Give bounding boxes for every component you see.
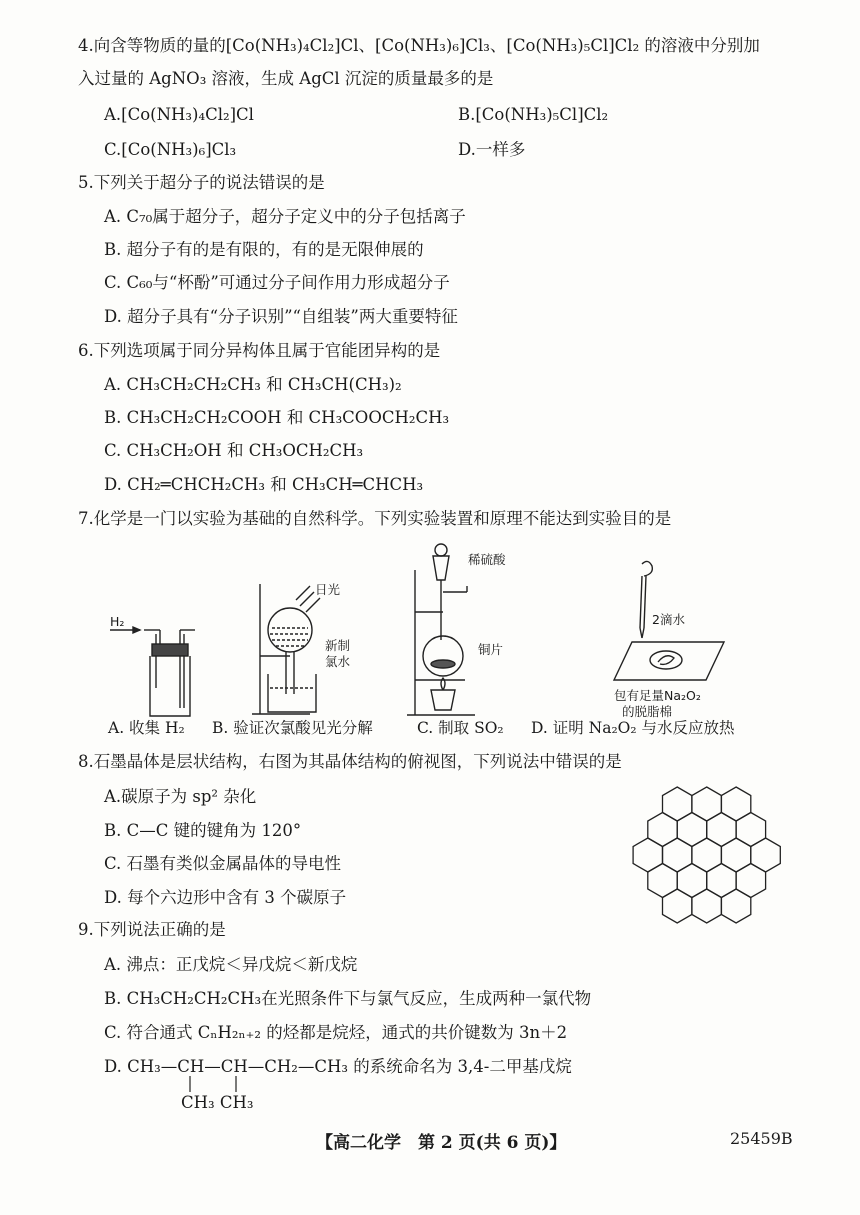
- q8-stem: 8.石墨晶体是层状结构，右图为其晶体结构的俯视图，下列说法中错误的是: [78, 752, 622, 771]
- q5-stem: 5.下列关于超分子的说法错误的是: [78, 173, 325, 192]
- hexagon: [736, 864, 766, 898]
- q5-option-b: B. 超分子有的是有限的，有的是无限伸展的: [104, 240, 424, 259]
- hexagon: [707, 813, 736, 847]
- fig-a-gas-bottle: [100, 618, 210, 718]
- q4-stem-line1: 4.向含等物质的量的[Co(NH₃)₄Cl₂]Cl、[Co(NH₃)₆]Cl₃、[Co(NH₃)₅Cl]Cl₂ 的溶液中分别加: [78, 36, 760, 55]
- fig-b-sunlight-label: 日光: [315, 582, 341, 597]
- q7-caption-b: B. 验证次氯酸见光分解: [212, 719, 373, 737]
- q7-caption-a: A. 收集 H₂: [108, 719, 185, 737]
- q7-stem: 7.化学是一门以实验为基础的自然科学。下列实验装置和原理不能达到实验目的是: [78, 509, 672, 528]
- fig-b-water-label-2: 氯水: [325, 654, 351, 669]
- q5-option-d: D. 超分子具有“分子识别”“自组装”两大重要特征: [104, 307, 458, 326]
- fig-c-acid-label: 稀硫酸: [468, 552, 506, 567]
- hexagon: [663, 787, 692, 821]
- q4-option-c: C.[Co(NH₃)₆]Cl₃: [104, 140, 237, 159]
- q9-stem: 9.下列说法正确的是: [78, 920, 226, 939]
- fig-b-apparatus: [240, 584, 330, 716]
- page-footer: 【高二化学 第 2 页(共 6 页)】: [316, 1133, 567, 1153]
- fig-c-apparatus: [405, 540, 485, 718]
- q9-option-d: D. CH₃—CH—CH—CH₂—CH₃ 的系统命名为 3,4-二甲基戊烷: [104, 1057, 572, 1076]
- fig-d-water-label: 2滴水: [652, 612, 685, 627]
- q8-option-c: C. 石墨有类似金属晶体的导电性: [104, 854, 342, 873]
- hexagon: [736, 813, 766, 847]
- hexagon: [677, 813, 707, 847]
- q7-caption-d: D. 证明 Na₂O₂ 与水反应放热: [531, 719, 735, 737]
- q5-option-a: A. C₇₀属于超分子，超分子定义中的分子包括离子: [104, 207, 466, 226]
- hexagon: [648, 813, 677, 847]
- hexagon: [663, 838, 692, 872]
- fig-d-apparatus: [592, 558, 732, 686]
- hexagon: [692, 787, 722, 821]
- q6-option-a: A. CH₃CH₂CH₂CH₃ 和 CH₃CH(CH₃)₂: [104, 375, 402, 394]
- q4-stem-line2: 入过量的 AgNO₃ 溶液，生成 AgCl 沉淀的质量最多的是: [78, 69, 494, 88]
- hexagon: [692, 889, 722, 923]
- hexagon: [751, 838, 781, 872]
- hexagon: [633, 838, 662, 872]
- q6-option-b: B. CH₃CH₂CH₂COOH 和 CH₃COOCH₂CH₃: [104, 408, 450, 427]
- fig-a-h2-label: H₂: [110, 614, 125, 629]
- q4-option-d: D.一样多: [458, 140, 526, 159]
- fig-d-cotton-label-2: 的脱脂棉: [622, 704, 673, 719]
- q9-d-substituents: CH₃ CH₃: [181, 1093, 254, 1112]
- q6-stem: 6.下列选项属于同分异构体且属于官能团异构的是: [78, 341, 441, 360]
- q9-option-a: A. 沸点：正戊烷＜异戊烷＜新戊烷: [104, 955, 358, 974]
- q8-option-a: A.碳原子为 sp² 杂化: [104, 787, 257, 806]
- q4-option-a: A.[Co(NH₃)₄Cl₂]Cl: [104, 105, 254, 124]
- hexagon: [707, 864, 736, 898]
- hexagon: [692, 838, 722, 872]
- q9-option-b: B. CH₃CH₂CH₂CH₃在光照条件下与氯气反应，生成两种一氯代物: [104, 989, 592, 1008]
- hexagon: [721, 838, 750, 872]
- hexagon: [648, 864, 677, 898]
- q7-caption-c: C. 制取 SO₂: [417, 719, 504, 737]
- hexagon: [721, 889, 750, 923]
- hexagon: [677, 864, 707, 898]
- q6-option-c: C. CH₃CH₂OH 和 CH₃OCH₂CH₃: [104, 441, 364, 460]
- hexagon: [721, 787, 750, 821]
- q8-option-d: D. 每个六边形中含有 3 个碳原子: [104, 888, 347, 907]
- q6-option-d: D. CH₂═CHCH₂CH₃ 和 CH₃CH═CHCH₃: [104, 475, 424, 494]
- q4-option-b: B.[Co(NH₃)₅Cl]Cl₂: [458, 105, 609, 124]
- fig-c-copper-label: 铜片: [478, 642, 504, 657]
- fig-b-water-label-1: 新制: [325, 638, 351, 653]
- q8-option-b: B. C—C 键的键角为 120°: [104, 821, 302, 840]
- q9-option-c: C. 符合通式 CₙH₂ₙ₊₂ 的烃都是烷烃，通式的共价键数为 3n＋2: [104, 1023, 568, 1042]
- graphite-honeycomb-figure: [636, 778, 792, 926]
- q5-option-c: C. C₆₀与“杯酚”可通过分子间作用力形成超分子: [104, 273, 450, 292]
- paper-code: 25459B: [730, 1129, 793, 1148]
- hexagon: [663, 889, 692, 923]
- fig-d-cotton-label-1: 包有足量Na₂O₂: [614, 688, 701, 703]
